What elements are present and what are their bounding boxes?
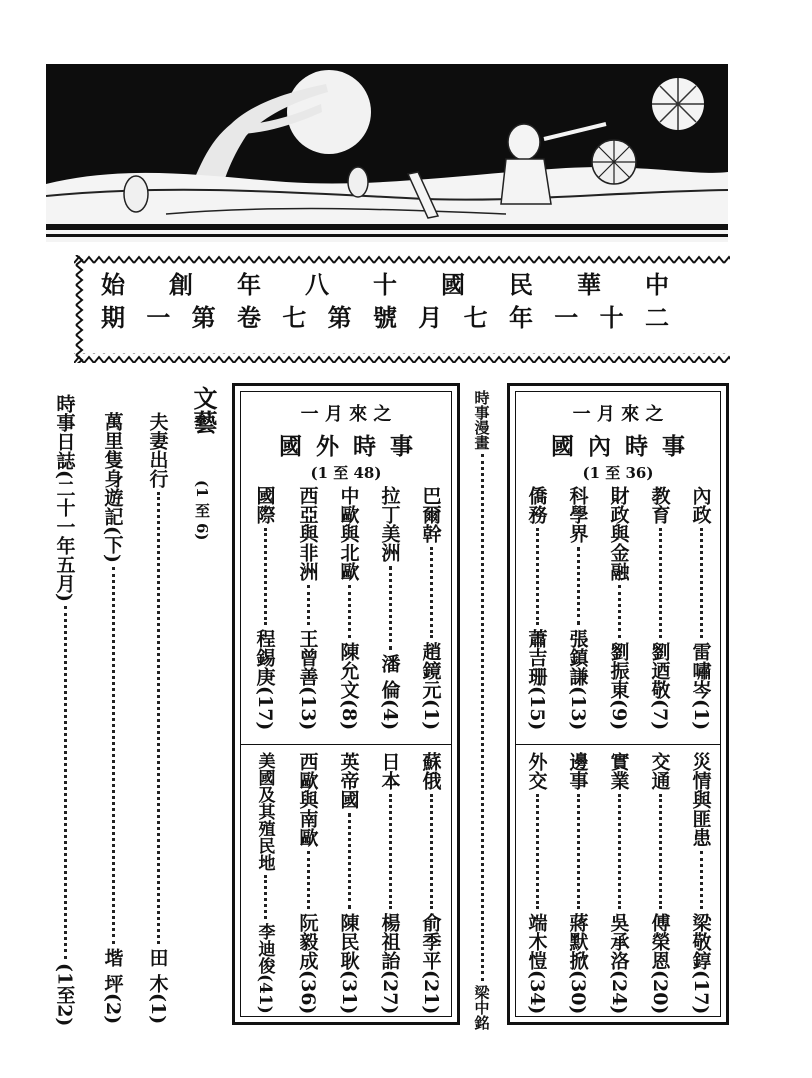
foreign-entry-7[interactable]: 日本 楊祖詒 (27) bbox=[378, 752, 401, 1014]
foreign-entry-8[interactable]: 英帝國 陳民耿 (31) bbox=[337, 752, 360, 1014]
issue-char: 號 bbox=[372, 303, 397, 332]
issue-char: 二 bbox=[644, 303, 669, 332]
domestic-entry-4[interactable]: 科學界 張鎮謙 (13) bbox=[566, 486, 589, 730]
founding-banner bbox=[74, 255, 730, 363]
foreign-entry-3[interactable]: 中歐與北歐 陳允文 (8) bbox=[337, 486, 360, 730]
foreign-entry-2[interactable]: 拉丁美洲 潘 倫 (4) bbox=[378, 486, 401, 730]
domestic-range: (1 至 36) bbox=[582, 464, 654, 482]
diary-entry[interactable]: 時事日誌(二十一年五月) (1至2) bbox=[53, 394, 76, 1026]
issue-char: 十 bbox=[599, 303, 624, 332]
domestic-entry-6[interactable]: 災情與匪患 梁敬錞 (17) bbox=[689, 752, 712, 1014]
issue-char: 一 bbox=[146, 303, 171, 332]
domestic-separator bbox=[515, 744, 721, 745]
foreign-entry-9[interactable]: 西歐與南歐 阮毅成 (36) bbox=[296, 752, 319, 1014]
founded-char: 中 bbox=[645, 270, 669, 299]
foreign-entry-6[interactable]: 蘇俄 俞季平 (21) bbox=[419, 752, 442, 1014]
founded-char: 創 bbox=[169, 270, 193, 299]
founded-char: 民 bbox=[509, 270, 533, 299]
foreign-title: 國外時事 bbox=[279, 433, 427, 460]
foreign-separator bbox=[240, 744, 452, 745]
founded-line bbox=[100, 272, 670, 298]
issue-char: 年 bbox=[508, 303, 533, 332]
foreign-entry-4[interactable]: 西亞與非洲 王曾善 (13) bbox=[296, 486, 319, 730]
cartoon-entry[interactable]: 時事漫畫 梁中銘 bbox=[472, 390, 491, 1030]
issue-char: 七 bbox=[463, 303, 488, 332]
foreign-subtitle: 一 月 來 之 bbox=[300, 404, 392, 425]
domestic-entry-8[interactable]: 實業 吳承洛 (24) bbox=[607, 752, 630, 1014]
domestic-entry-9[interactable]: 邊事 蔣默掀 (30) bbox=[566, 752, 589, 1014]
issue-char: 月 bbox=[418, 303, 443, 332]
literature-item-2[interactable]: 萬里隻身遊記(下) 堦 坪 (2) bbox=[101, 412, 124, 1024]
domestic-entry-3[interactable]: 財政與金融 劉振東 (9) bbox=[607, 486, 630, 730]
literature-heading: 文藝 bbox=[189, 386, 218, 434]
foreign-entry-5[interactable]: 國際 程錫庚 (17) bbox=[253, 486, 276, 730]
header-illustration bbox=[46, 64, 728, 242]
founded-char: 國 bbox=[441, 270, 465, 299]
literature-range: (1 至 6) bbox=[193, 480, 211, 541]
domestic-entry-2[interactable]: 教育 劉迺敬 (7) bbox=[648, 486, 671, 730]
literature-item-1[interactable]: 夫妻出行 田 木 (1) bbox=[146, 412, 169, 1024]
founded-char: 始 bbox=[101, 270, 125, 299]
founded-char: 十 bbox=[373, 270, 397, 299]
issue-char: 七 bbox=[282, 303, 307, 332]
domestic-entry-5[interactable]: 僑務 蕭吉珊 (15) bbox=[525, 486, 548, 730]
domestic-entry-1[interactable]: 內政 雷嘯岑 (1) bbox=[689, 486, 712, 730]
issue-char: 卷 bbox=[236, 303, 261, 332]
founded-char: 八 bbox=[305, 270, 329, 299]
issue-char: 第 bbox=[191, 303, 216, 332]
issue-char: 第 bbox=[327, 303, 352, 332]
domestic-entry-10[interactable]: 外交 端木愷 (34) bbox=[525, 752, 548, 1014]
issue-char: 一 bbox=[554, 303, 579, 332]
issue-char: 期 bbox=[101, 303, 125, 332]
domestic-subtitle: 一 月 來 之 bbox=[572, 404, 664, 425]
founded-char: 華 bbox=[577, 270, 601, 299]
foreign-entry-1[interactable]: 巴爾幹 趙鏡元 (1) bbox=[419, 486, 442, 730]
domestic-entry-7[interactable]: 交通 傅榮恩 (20) bbox=[648, 752, 671, 1014]
domestic-title: 國內時事 bbox=[551, 433, 699, 460]
issue-line bbox=[100, 305, 670, 331]
founded-char: 年 bbox=[237, 270, 261, 299]
foreign-range: (1 至 48) bbox=[310, 464, 382, 482]
foreign-entry-10[interactable]: 美國及其殖民地 李迪俊 (41) bbox=[254, 752, 275, 1014]
